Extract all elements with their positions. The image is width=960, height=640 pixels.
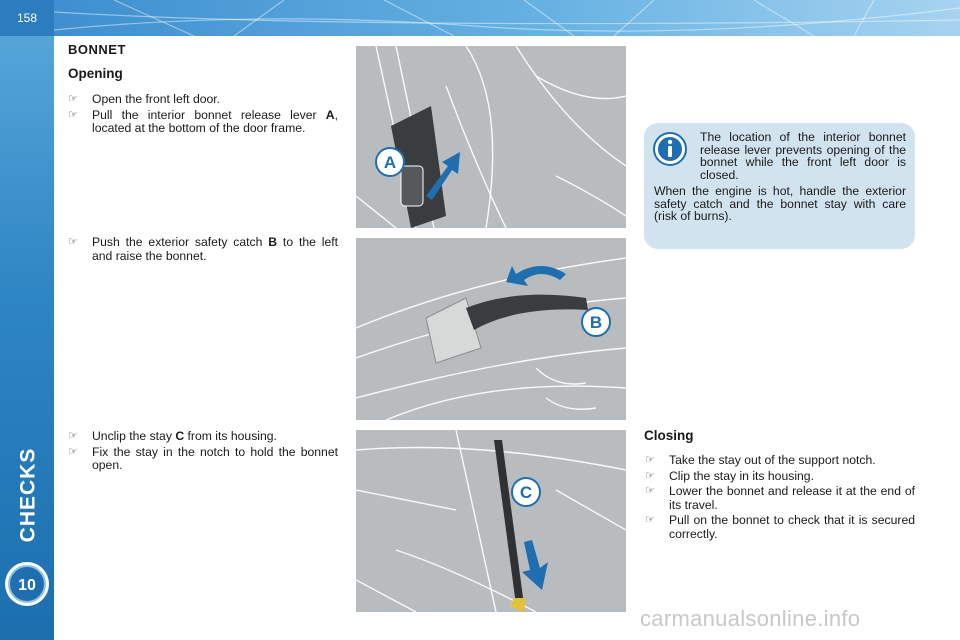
label-b: B xyxy=(589,313,603,332)
page-number: 158 xyxy=(0,0,54,36)
photo-bonnet-stay-c xyxy=(356,430,626,612)
page-heading: BONNET xyxy=(68,42,126,57)
photo-safety-catch-b xyxy=(356,238,626,420)
pointing-hand-icon: ☞ xyxy=(645,485,655,497)
list-item: ☞ Pull on the bonnet to check that it is secured correctly. xyxy=(645,513,915,541)
list-item: ☞ Fix the stay in the notch to hold the bonnet open. xyxy=(68,444,338,472)
pointing-hand-icon: ☞ xyxy=(68,445,78,458)
closing-heading: Closing xyxy=(644,428,694,443)
list-item: ☞ Take the stay out of the support notch. xyxy=(645,453,876,467)
pointing-hand-icon: ☞ xyxy=(68,430,78,442)
closing-steps xyxy=(645,454,915,543)
label-a: A xyxy=(383,153,397,172)
opening-steps-3 xyxy=(68,430,338,475)
chapter-title-vertical xyxy=(8,440,48,550)
pointing-hand-icon: ☞ xyxy=(645,514,655,526)
watermark: carmanualsonline.info xyxy=(640,606,861,631)
chapter-badge xyxy=(3,560,51,608)
pointing-hand-icon: ☞ xyxy=(68,93,78,105)
info-text-1: The location of the interior bonnet release lever prevents opening of the bonnet while the front left door is closed. xyxy=(700,130,906,182)
list-item: ☞ Pull the interior bonnet release lever A, located at the bottom of the door frame. xyxy=(68,107,338,135)
label-c: C xyxy=(519,483,533,502)
list-item: ☞ Open the front left door. xyxy=(68,92,221,106)
list-item: ☞ Push the exterior safety catch B to the left and raise the bonnet. xyxy=(68,235,338,263)
pointing-hand-icon: ☞ xyxy=(645,469,655,482)
top-banner xyxy=(54,0,960,36)
list-item: ☞ Clip the stay in its housing. xyxy=(645,468,814,483)
opening-steps-1 xyxy=(68,93,338,138)
chapter-title-text: CHECKS xyxy=(16,447,39,543)
list-item: ☞ Unclip the stay C from its housing. xyxy=(68,429,277,443)
list-item: ☞ Lower the bonnet and release it at the end of its travel. xyxy=(645,484,915,512)
opening-steps-2 xyxy=(68,236,338,265)
photo-release-lever-a xyxy=(356,46,626,228)
info-box xyxy=(644,123,915,249)
opening-heading: Opening xyxy=(68,66,123,81)
chapter-number: 10 xyxy=(18,577,36,594)
pointing-hand-icon: ☞ xyxy=(645,454,655,466)
pointing-hand-icon: ☞ xyxy=(68,236,78,248)
info-icon xyxy=(653,132,687,166)
pointing-hand-icon: ☞ xyxy=(68,108,78,121)
info-text-2: When the engine is hot, handle the exterior safety catch and the bonnet stay with care (risk of burns). xyxy=(654,184,906,223)
